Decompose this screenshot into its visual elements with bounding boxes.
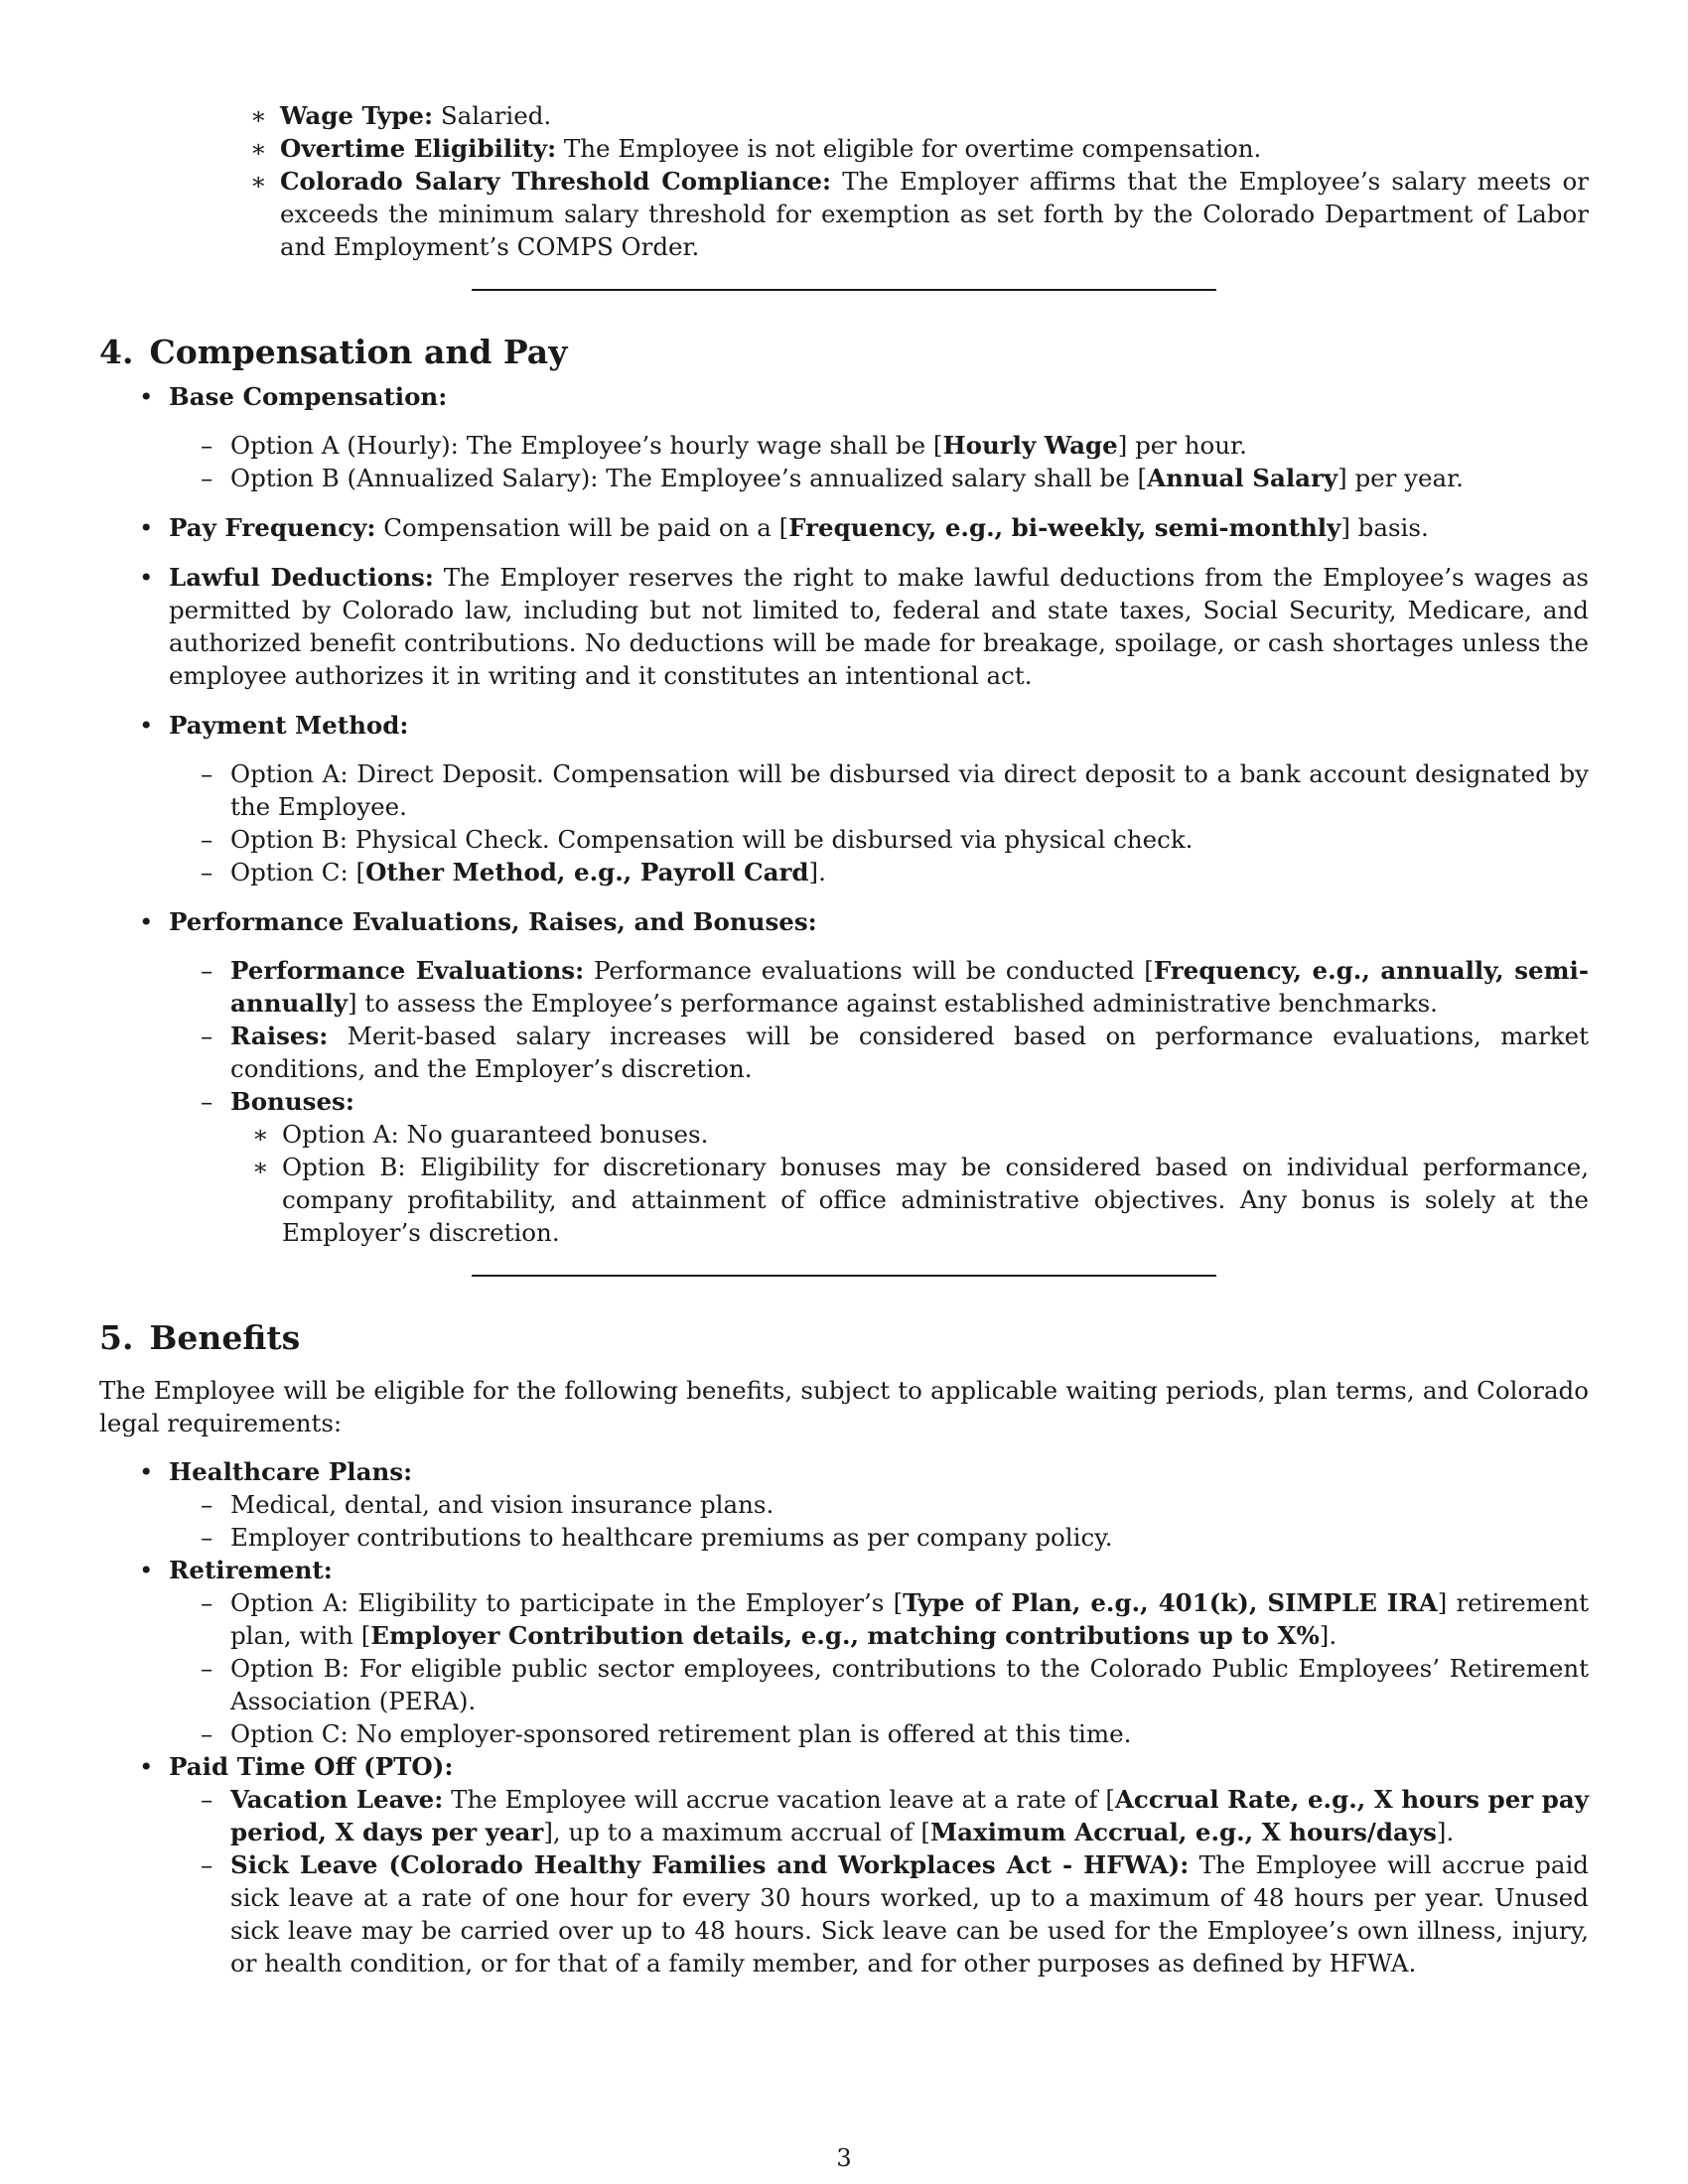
asterisk-marker: ∗ (252, 1153, 269, 1181)
threshold-text: The Employer affirms that the Employee’s salary meets or exceeds the minimum salary threshold for exemption as set forth by the Colorado Department of Labor and Employment’s COMPS Order. (280, 167, 1589, 261)
list-item (201, 823, 1589, 856)
option-text: Option A: No guaranteed bonuses. (282, 1120, 709, 1149)
overtime-label: Overtime Eligibility: (280, 134, 557, 163)
item-text: Performance evaluations will be conducted [ (584, 956, 1154, 985)
vacation-label: Vacation Leave: (230, 1785, 444, 1814)
option-text: Option A: Direct Deposit. Compensation will be disbursed via direct deposit to a bank account designated by the Employee. (230, 759, 1589, 821)
performance-evaluations-label: Performance Evaluations: (230, 956, 585, 985)
section-divider (472, 289, 1216, 291)
wage-type-text: Salaried. (433, 101, 552, 130)
list-item (252, 1118, 1589, 1151)
raises-label: Raises: (230, 1022, 329, 1050)
dash-marker: – (201, 956, 213, 985)
pay-frequency-item (139, 511, 1589, 544)
benefits-intro: The Employee will be eligible for the following benefits, subject to applicable waiting periods, plan terms, and Colorado legal requirements: (99, 1376, 1589, 1437)
list-item (201, 1586, 1589, 1652)
bullet-marker: • (139, 1556, 154, 1584)
section-title: Benefits (149, 1318, 301, 1357)
option-text: Option A (Hourly): The Employee’s hourly wage shall be [ (230, 431, 943, 460)
dash-marker: – (201, 825, 213, 854)
list-item (250, 165, 1589, 263)
dash-marker: – (201, 759, 213, 788)
dash-marker: – (201, 1022, 213, 1050)
option-text: Option B: For eligible public sector employees, contributions to the Colorado Public Employees’ Retirement Association (PERA). (230, 1654, 1589, 1715)
base-compensation-label: Base Compensation: (169, 382, 448, 411)
bullet-marker: • (139, 1457, 154, 1486)
option-text: ] per hour. (1117, 431, 1247, 460)
list-item (201, 1020, 1589, 1085)
bonuses-label: Bonuses: (230, 1087, 354, 1116)
item-text: The Employer reserves the right to make lawful deductions from the Employee’s wages as permitted by Colorado law, including but not limited to, federal and state taxes, Social Security, Medicare, and authorized benefit contributions. No deductions will be made for breakage, spoilage, or cash shortages unless the employee authorizes it in writing and it constitutes an intentional act. (169, 563, 1589, 690)
list-item (201, 1085, 1589, 1249)
section-number: 4. (99, 333, 134, 371)
list-item (201, 856, 1589, 888)
list-item (250, 99, 1589, 132)
deductions-label: Lawful Deductions: (169, 563, 434, 592)
bullet-marker: • (139, 1752, 154, 1781)
dash-marker: – (201, 431, 213, 460)
option-text: ] per year. (1337, 464, 1464, 492)
list-item (201, 1521, 1589, 1554)
healthcare-item (139, 1455, 1589, 1554)
option-text: Option B: Eligibility for discretionary bonuses may be considered based on individual performance, company profitability, and attainment of office administrative objectives. Any bonus is solely at the Employer’s discretion. (282, 1153, 1589, 1247)
option-text: ] retirement plan, with [ (230, 1588, 1589, 1650)
option-text: Option A: Eligibility to participate in the Employer’s [ (230, 1588, 904, 1617)
payment-method-label: Payment Method: (169, 711, 409, 740)
list-item (201, 1848, 1589, 1979)
bullet-marker: • (139, 907, 154, 936)
placeholder-field: Maximum Accrual, e.g., X hours/days (929, 1818, 1437, 1846)
retirement-options (201, 1586, 1589, 1750)
list-item (201, 1783, 1589, 1848)
bullet-marker: • (139, 513, 154, 542)
wage-details-list (250, 99, 1589, 263)
sick-leave-label: Sick Leave (Colorado Healthy Families and Workplaces Act - HFWA): (230, 1850, 1190, 1879)
section-title: Compensation and Pay (149, 333, 568, 371)
pay-frequency-label: Pay Frequency: (169, 513, 376, 542)
list-item (201, 462, 1589, 494)
item-text: ], up to a maximum accrual of [ (543, 1818, 930, 1846)
item-text: Merit-based salary increases will be considered based on performance evaluations, market conditions, and the Employer’s discretion. (230, 1022, 1589, 1083)
placeholder-field: Type of Plan, e.g., 401(k), SIMPLE IRA (903, 1588, 1438, 1617)
dash-marker: – (201, 1785, 213, 1814)
item-text: Medical, dental, and vision insurance plans. (230, 1490, 774, 1519)
asterisk-marker: ∗ (252, 1120, 269, 1149)
bonus-options (252, 1118, 1589, 1249)
dash-marker: – (201, 1087, 213, 1116)
dash-marker: – (201, 1490, 213, 1519)
list-item (252, 1151, 1589, 1249)
healthcare-label: Healthcare Plans: (169, 1457, 413, 1486)
asterisk-marker: ∗ (250, 167, 267, 196)
bullet-marker: • (139, 382, 154, 411)
placeholder-field: Employer Contribution details, e.g., matching contributions up to X% (370, 1621, 1320, 1650)
retirement-item (139, 1554, 1589, 1750)
page-number: 3 (836, 2144, 852, 2172)
asterisk-marker: ∗ (250, 101, 267, 130)
dash-marker: – (201, 1850, 213, 1879)
base-compensation-options (201, 429, 1589, 494)
placeholder-field: Frequency, e.g., annually, semi-annually (230, 956, 1590, 1018)
section-4-heading (99, 333, 1589, 372)
option-text: ]. (808, 858, 826, 887)
compensation-list (139, 380, 1590, 1249)
performance-item (139, 905, 1590, 1249)
retirement-label: Retirement: (169, 1556, 333, 1584)
bullet-marker: • (139, 563, 154, 592)
dash-marker: – (201, 1654, 213, 1683)
performance-subitems (201, 954, 1590, 1249)
item-text: ]. (1436, 1818, 1455, 1846)
placeholder-field: Accrual Rate, e.g., X hours per pay period, X days per year (230, 1785, 1589, 1846)
section-number: 5. (99, 1318, 134, 1357)
pto-item (139, 1750, 1589, 1979)
dash-marker: – (201, 1523, 213, 1552)
document-page (99, 99, 1589, 1979)
placeholder-field: Frequency, e.g., bi-weekly, semi-monthly (788, 513, 1341, 542)
list-item (201, 1717, 1589, 1750)
list-item (250, 132, 1589, 165)
dash-marker: – (201, 858, 213, 887)
benefits-list (139, 1455, 1589, 1979)
asterisk-marker: ∗ (250, 134, 267, 163)
item-text: ] basis. (1340, 513, 1429, 542)
list-item (201, 429, 1589, 462)
list-item (201, 954, 1590, 1020)
placeholder-field: Annual Salary (1147, 464, 1338, 492)
payment-method-options (201, 757, 1589, 888)
placeholder-field: Other Method, e.g., Payroll Card (365, 858, 809, 887)
dash-marker: – (201, 464, 213, 492)
option-text: Option C: [ (230, 858, 366, 887)
section-5-heading (99, 1318, 1589, 1358)
pto-label: Paid Time Off (PTO): (169, 1752, 454, 1781)
lawful-deductions-item (139, 561, 1589, 692)
dash-marker: – (201, 1719, 213, 1748)
item-text: Compensation will be paid on a [ (375, 513, 789, 542)
placeholder-field: Hourly Wage (942, 431, 1118, 460)
payment-method-item (139, 709, 1589, 888)
option-text: Option B: Physical Check. Compensation will be disbursed via physical check. (230, 825, 1194, 854)
wage-type-label: Wage Type: (280, 101, 434, 130)
list-item (201, 1488, 1589, 1521)
list-item (201, 1652, 1589, 1717)
base-compensation-item (139, 380, 1589, 494)
section-divider (472, 1275, 1216, 1277)
performance-label: Performance Evaluations, Raises, and Bonuses: (169, 907, 817, 936)
option-text: ]. (1319, 1621, 1337, 1650)
threshold-label: Colorado Salary Threshold Compliance: (280, 167, 832, 196)
option-text: Option B (Annualized Salary): The Employee’s annualized salary shall be [ (230, 464, 1148, 492)
pto-subitems (201, 1783, 1589, 1979)
healthcare-subitems (201, 1488, 1589, 1554)
dash-marker: – (201, 1588, 213, 1617)
option-text: Option C: No employer-sponsored retirement plan is offered at this time. (230, 1719, 1132, 1748)
bullet-marker: • (139, 711, 154, 740)
item-text: Employer contributions to healthcare premiums as per company policy. (230, 1523, 1113, 1552)
item-text: The Employee will accrue paid sick leave at a rate of one hour for every 30 hours worked, up to a maximum of 48 hours per year. Unused sick leave may be carried over up to 48 hours. Sick leave can be used for the Employee’s own illness, injury, or health condition, or for that of a family member, and for other purposes as defined by HFWA. (230, 1850, 1589, 1978)
item-text: ] to assess the Employee’s performance against established administrative benchmarks. (348, 989, 1438, 1018)
list-item (201, 757, 1589, 823)
overtime-text: The Employee is not eligible for overtime compensation. (556, 134, 1262, 163)
item-text: The Employee will accrue vacation leave at a rate of [ (443, 1785, 1115, 1814)
